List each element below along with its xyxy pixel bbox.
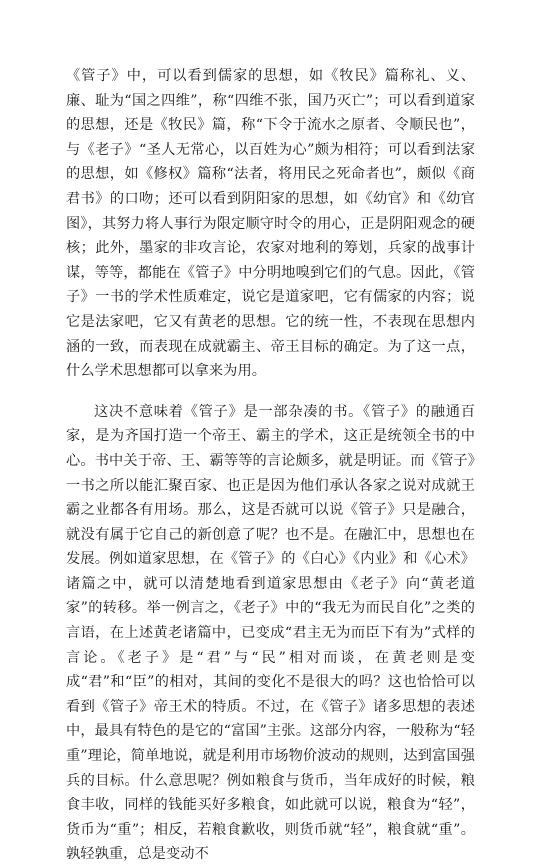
paragraph-1: 《管子》中，可以看到儒家的思想，如《牧民》篇称礼、义、廉、耻为“国之四维”，称“四维不张，国乃灭亡”；可以看到道家的思想，还是《牧民》篇，称“下令于流水之原者、令顺民也”，与《老子》“圣人无常心，以百姓为心”颇为相符；可以看到法家的思想，如《修权》篇称“法者，将用民之死命者也”，颇似《商君书》的口吻；还可以看到阴阳家的思想，如《幼官》和《幼官图》，其努力将人事行为限定顺守时令的用心，正是阴阳观念的硬核；此外，墨家的非攻言论，农家对地利的筹划，兵家的战事计谋，等等，都能在《管子》中分明地嗅到它们的气息。因此，《管子》一书的学术性质难定，说它是道家吧，它有儒家的内容；说它是法家吧，它又有黄老的思想。它的统一性，不表现在思想内涵的一致，而表现在成就霸主、帝王目标的确定。为了这一点，什么学术思想都可以拿来为用。 xyxy=(66,68,475,380)
paragraph-2: 这决不意味着《管子》是一部杂凑的书。《管子》的融通百家，是为齐国打造一个帝王、霸主的学术，这正是统领全书的中心。书中关于帝、王、霸等等的言论颇多，就是明证。而《管子》一书之所以能汇聚百家、也正是因为他们承认各家之说对成就王霸之业都各有用场。那么，这是否就可以说《管子》只是融合，就没有属于它自己的新创意了呢？也不是。在融汇中，思想也在发展。例如道家思想，在《管子》的《白心》《内业》和《心术》诸篇之中，就可以清楚地看到道家思想由《老子》向“黄老道家”的转移。举一例言之，《老子》中的“我无为而民自化”之类的言语，在上述黄老诸篇中，已变成“君主无为而臣下有为”式样的言论。《老子》是“君”与“民”相对而谈，在黄老则是变成“君”和“臣”的相对，其间的变化不是很大的吗？这也恰恰可以看到《管子》帝王术的特质。不过，在《管子》诸多思想的表述中，最具有特色的是它的“富国”主张。这部分内容，一般称为“轻重”理论，简单地说，就是利用市场物价波动的规则，达到富国强兵的目标。什么意思呢？例如粮食与货币，当年成好的时候，粮食丰收，同样的钱能买好多粮食，如此就可以说，粮食为“轻”，货币为“重”；相反，若粮食歉收，则货币就“轻”，粮食就“重”。孰轻孰重，总是变动不 xyxy=(66,403,475,863)
